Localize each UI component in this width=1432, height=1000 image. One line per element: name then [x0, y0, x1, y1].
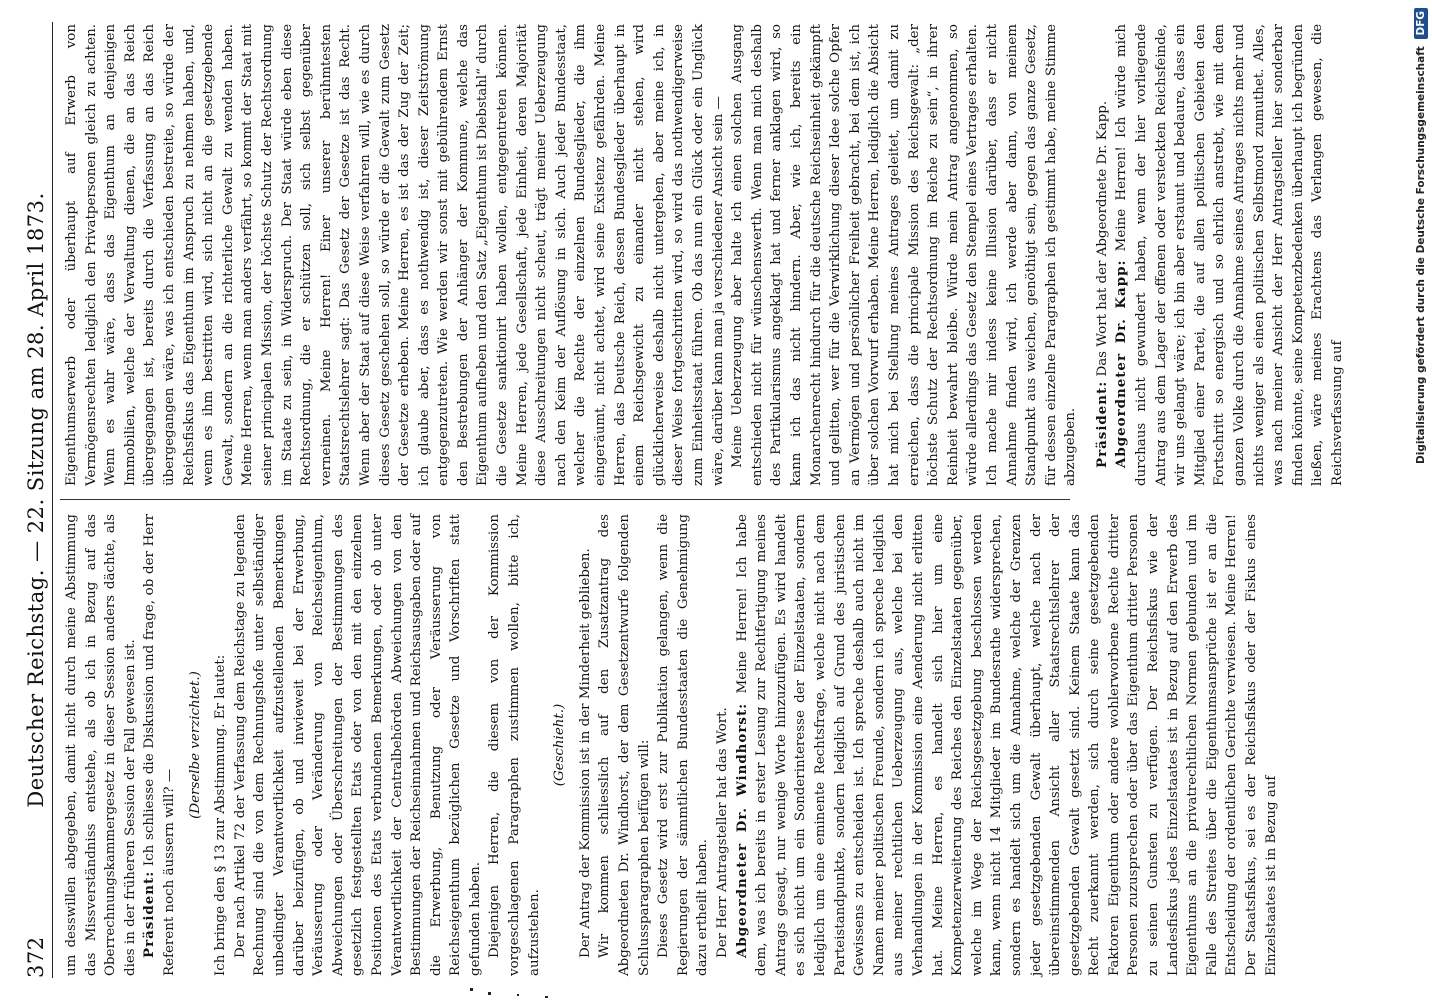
paragraph: Meine Ueberzeugung aber halte ich einen solchen Ausgang entschieden nicht für wünschenswerth. Wenn man mich deshalb des Partikularismus angeklagt hat und ferner anklagen wird, so kann ich das nicht hindern. Aber, wie ich, bereits ein Monarchenrecht hindurch für die deutsche Reichseinheit gekämpft und gelitten, wer für die Verwirklichung dieser Idee solche Opfer an Vermögen und persönlicher Freiheit gebracht, bei dem ist, ich über solchen Vorwurf erhaben. Meine Herren, lediglich die Absicht hat mich bei Stellung meines Antrages geleitet, um damit zu erreichen, dass die principale Mission des Reichsgewalt: „der höchste Schutz der Rechtsordnung im Reiche zu sein“, in ihrer Reinheit bewahrt bleibe. Würde mein Antrag angenommen, so würde allerdings das Gesetz den Stempel eines Vertrages erhalten. Ich mache mir indess keine Illusion darüber, dass er nicht Annahme finden wird, ich werde aber dann, von meinem Standpunkt aus weichen, genöthigt sein, gegen das ganze Gesetz, für dessen einzelne Paragraphen ich gestimmt habe, meine Stimme abzugeben. [730, 24, 1079, 486]
paragraph: Der nach Artikel 72 der Verfassung dem Reichstage zu legenden Rechnung sind die von dem Rechnungshofe unter selbständiger unbedingter Verantwortlichkeit aufzustellenden Bemerkungen darüber beizufügen, ob und inwieweit bei der Erwerbung, Veräusserung oder Veränderung von Reichseigenthum, Abweichungen oder Überschreitungen der Bestimmungen des gesetzlich festgestellten Etats oder von den mit den einzelnen Positionen des Etats verbundenen Bemerkungen, oder ob unter Verantwortlichkeit der Centralbehörden Abweichungen von den Bestimmungen der Reichseinnahmen und Reichsausgaben oder auf die Erwerbung, Benutzung oder Veräusserung von Reichseigenthum bezüglichen Gesetze und Vorschriften statt gefunden haben. [232, 514, 483, 976]
speaker-name: Abgeordneter Dr. Kapp: [1113, 259, 1130, 468]
speech-text: Meine Herren! Ich habe dem, was ich bereits in erster Lesung zur Rechtfertigung meines Antrags gesagt, nur wenige Worte hinzuzufügen. Es wird handelt es sich nicht um ein Sonderinteresse der Einzelstaaten, sondern lediglich um eine eminente Rechtsfrage, welche nicht nach dem Parteistandpunkte, sondern lediglich auf Grund des juristischen Gewissens zu entscheiden ist. Ich spreche deshalb auch nicht im Namen meiner politischen Freunde, sondern ich spreche lediglich aus meiner rechtlichen Ueberzeugung aus, welche bei den Verhandlungen in der Kommission eine Aenderung nicht erlitten hat. Meine Herren, es handelt sich hier um eine Kompetenzerweiterung des Reiches den Einzelstaaten gegenüber, welche im Wege der Reichsgesetzgebung beschlossen werden kann, wenn nicht 14 Mitglieder im Bundesrathe widersprechen, sondern es handelt sich um die Annahme, welche der Grenzen jeder gesetzgebenden Gewalt überhaupt, welche nach der übereinstimmenden Ansicht aller Staatsrechtslehrer der gesetzgebenden Gewalt gesetzt sind. Keinem Staate kann das Recht zuerkannt werden, sich durch seine gesetzgebenden Faktoren Eigenthum oder andere wohlerworbene Rechte dritter Personen zuzusprechen oder über das Eigenthum dritter Personen zu seinen Gunsten zu verfügen. Der Reichsfiskus wie der Landesfiskus jedes Einzelstaates ist in Bezug auf den Erwerb des Eigenthums an die privatrechtlichen Normen gebunden und im Falle des Streites über die Eigenthumsansprüche ist er an die Entscheidung der ordentlichen Gerichte verwiesen. Meine Herren! Der Staatsfiskus, sei es der Reichsfiskus oder der Fiskus eines Einzelstaates ist in Bezug auf [734, 514, 1279, 976]
credit-text: Digitalisierung gefördert durch die Deutsche Forschungsgemeinschaft [1415, 46, 1427, 464]
speck [470, 988, 473, 991]
paragraph: Ich bringe den § 13 zur Abstimmung. Er lautet: [213, 654, 229, 976]
speck [488, 992, 491, 995]
speaker-name: Abgeordneter Dr. Windhorst: [733, 702, 750, 958]
speech-text: Das Wort hat der Abgeordnete Dr. Kapp. [1094, 100, 1110, 377]
dfg-logo: DFG [1414, 8, 1428, 39]
speck [545, 996, 548, 998]
speech-text: Meine Herren! Ich würde mich durchaus nicht gewundert haben, wenn der hier vorliegende Antrag aus dem Lager der offenen oder versteckten Reichsfeinde, wir uns gelangt wäre; ich bin aber erstaunt und bedaure, dass ein Mitglied einer Partei, die auf allen politischen Gebieten den Fortschritt so energisch und so ehrlich anstrebt, wie mit dem ganzen Volke durch die Annahme seines Antrages nichts mehr und nichts weniger als einen politischen Selbstmord zumuthet. Alles, was nach meiner Ansicht der Herr Antragsteller hier sonderbar finden könnte, seine Kompetenzbedenken überhaupt ich begründen ließen, wäre meines Erachtens das Verlangen gewesen, die Reichsverfassung auf [1114, 24, 1345, 486]
paragraph: Dieses Gesetz wird erst zur Publikation gelangen, wenn die Regierungen der sämmtlichen Bundesstaaten die Genehmigung dazu ertheilt haben. [656, 514, 711, 976]
speck [517, 994, 519, 996]
speaker-name: Präsident: [1093, 380, 1110, 468]
stage-direction: (Derselbe verzichtet.) [187, 671, 203, 819]
paragraph: Eigenthumserwerb oder überhaupt auf Erwerb von Vermögensrechten lediglich den Privatpersonen gleich zu achten. Wenn es wahr wäre, dass das Eigenthum an denjenigen Immobilien, welche der Verwaltung dienen, die an das Reich übergegangen ist, bereits durch die Verfassung an das Reich übergegangen wäre, was ich entschieden bestreite, so würde der Reichsfiskus das Eigenthum im Anspruch zu nehmen haben, und, wenn es ihm bestritten wird, sich nicht an die gesetzgebende Gewalt, sondern an die richterliche Gewalt zu wenden haben. Meine Herren, wenn man anders verfährt, so kommt der Staat mit seiner principalen Mission, der höchste Schutz der Rechtsordnung im Staate zu sein, in Widerspruch. Der Staat würde eben diese Rechtsordnung, die er schützen soll, sich selbst gegenüber verneinen. Meine Herren! Einer unserer berühmtesten Staatsrechtslehrer sagt: Das Gesetz der Gesetze ist das Recht. Wenn aber der Staat auf diese Weise verfahren will, wie es durch dieses Gesetz geschehen soll, so würde er die Gewalt zum Gesetz der Gesetze erheben. Meine Herren, es ist das der Zug der Zeit; ich glaube aber, dass es nothwendig ist, dieser Zeitströmung entgegenzutreten. Wie werden wir sonst mit gebührendem Ernst den Bestrebungen der Anhänger der Kommune, welche das Eigenthum aufheben und den Satz „Eigenthum ist Diebstahl“ durch die Gesetze sanktionirt haben wollen, entgegentreten können. Meine Herren, jede Gesellschaft, jede Einheit, deren Majorität diese Ausschreitungen nicht scheut, trägt meiner Ueberzeugung nach den Keim der Auflösung in sich. Auch jeder Bundesstaat, welcher die Rechte der einzelnen Bundesglieder, die ihm eingeräumt, nicht achtet, wird seine Existenz gefährden. Meine Herren, das Deutsche Reich, dessen Bundesglieder überhaupt in einem Reichsgewicht zu einander nicht stehen, wird glücklicherweise deshalb nicht untergehen, aber meine ich, in dieser Weise fortgeschritten wird, so wird das nothwendigerweise zum Einheitsstaat führen. Ob das nun ein Glück oder ein Unglück wäre, darüber kann man ja verschiedener Ansicht sein — [64, 24, 726, 486]
stage-direction: (Geschieht.) [552, 703, 568, 787]
paragraph: Der Antrag der Kommission ist in der Minderheit geblieben. [577, 548, 593, 958]
paragraph: Wir kommen schliesslich auf den Zusatzantrag des Abgeordneten Dr. Windhorst, der dem Gesetzentwurfe folgenden Schlussparagraphen beifügen will: [597, 514, 652, 976]
page-title: Deutscher Reichstag. — 22. Sitzung am 28. April 1873. [24, 192, 48, 808]
paragraph: Diejenigen Herren, die diesem von der Kommission vorgeschlagenen Paragraphen zustimmen wollen, bitte ich, aufzustehen. [487, 514, 542, 976]
page-number: 372 [24, 936, 48, 978]
speaker-name: Präsident: [141, 870, 158, 958]
speech-text: Ich schliesse die Diskussion und frage, ob der Herr Referent noch äussern will? — [142, 514, 177, 976]
paragraph: Der Herr Antragsteller hat das Wort. [715, 707, 730, 958]
paragraph: um desswillen abgegeben, damit nicht durch meine Abstimmung das Missverständniss entstehe, als ob ich in Bezug auf das Oberrechnungskammergesetz in dieser Session anders dächte, als dies in der früheren Session der Fall gewesen ist. [64, 514, 138, 976]
